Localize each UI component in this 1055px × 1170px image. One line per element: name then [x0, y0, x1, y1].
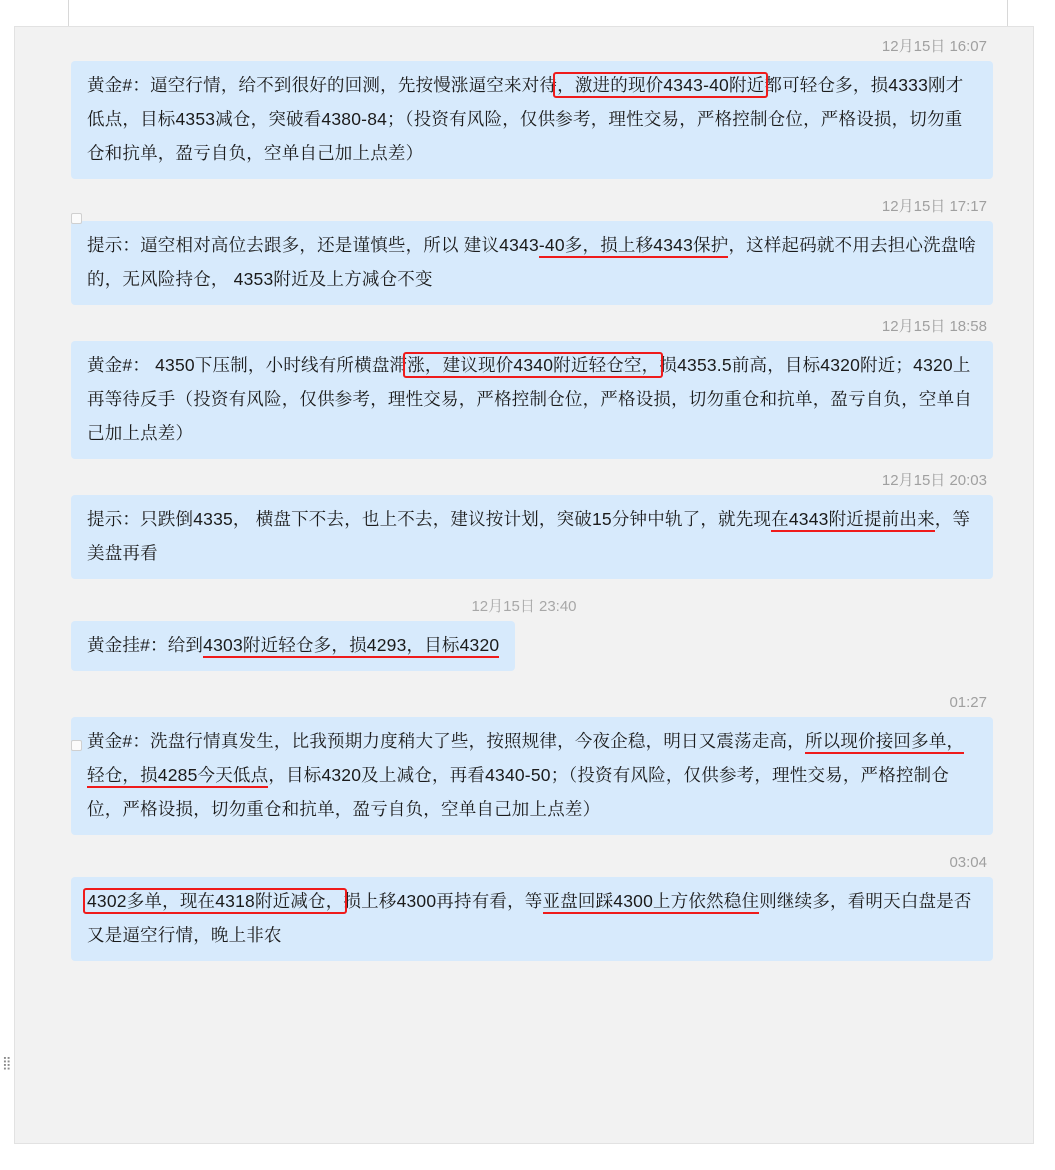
message-timestamp: 12月15日 18:58 [881, 318, 987, 335]
message-bubble[interactable] [71, 621, 515, 671]
highlight-box: 4302多单，现在4318附近减仓， [87, 891, 344, 911]
message-item [15, 593, 1033, 671]
message-item [15, 33, 1033, 179]
message-bubble-row [15, 221, 1033, 305]
message-item [15, 689, 1033, 835]
highlight-underline: 所以现价接回多单，轻仓，损4285今天低点 [87, 731, 964, 788]
highlight-underline: 4303附近轻仓多，损4293，目标4320 [203, 635, 499, 658]
message-panel[interactable] [14, 26, 1034, 1144]
message-segment: 都可轻仓多，损4333刚才低点，目标4353减仓，突破看4380-84；（投资有风险，仅供参考，理性交易，严格控制仓位，严格设损，切勿重仓和抗单，盈亏自负，空单自己加上点差） [87, 75, 964, 163]
avatar-stub [71, 213, 82, 224]
message-timestamp: 03:04 [949, 854, 987, 871]
message-segment: ，等美盘再看 [87, 509, 971, 563]
message-bubble[interactable] [71, 341, 993, 459]
message-item [15, 313, 1033, 459]
highlight-underline: 亚盘回踩4300上方依然稳住 [543, 891, 760, 914]
message-timestamp: 12月15日 16:07 [881, 38, 987, 55]
window-frame-left [68, 0, 69, 26]
message-list [15, 27, 1033, 1143]
highlight-underline: 在4343附近提前出来 [771, 509, 935, 532]
message-timestamp: 12月15日 20:03 [881, 472, 987, 489]
message-segment: 损4353.5前高，目标4320附近；4320上再等待反手（投资有风险，仅供参考，理性交易，严格控制仓位，严格设损，切勿重仓和抗单，盈亏自负，空单自己加上点差） [87, 355, 972, 443]
message-bubble-row [15, 495, 1033, 579]
message-segment: 损上移4300再持有看，等 [343, 891, 543, 911]
message-segment: 提示：只跌倒4335， 横盘下不去，也上不去，建议按计划，突破15分钟中轨了，就先现 [87, 509, 772, 529]
message-segment: 黄金挂#：给到 [87, 635, 204, 655]
message-item [15, 467, 1033, 579]
message-segment: ，目标4320及上减仓，再看4340-50；（投资有风险，仅供参考，理性交易，严格控制仓位，严格设损，切勿重仓和抗单，盈亏自负，空单自己加上点差） [87, 765, 950, 819]
highlight-box: 涨，建议现价4340附近轻仓空， [407, 355, 660, 375]
message-bubble-row [15, 61, 1033, 179]
message-segment: 黄金#： 4350下压制，小时线有所横盘滞 [87, 355, 408, 375]
message-bubble[interactable] [71, 495, 993, 579]
message-bubble-row [15, 621, 1033, 671]
message-segment: 黄金#：逼空行情，给不到很好的回测，先按慢涨逼空来对待 [87, 75, 558, 95]
message-bubble[interactable] [71, 61, 993, 179]
message-bubble[interactable] [71, 717, 993, 835]
message-timestamp: 12月15日 17:17 [881, 198, 987, 215]
message-bubble-row [15, 877, 1033, 961]
message-timestamp: 12月15日 23:40 [471, 598, 577, 615]
highlight-underline: -40多，损上移4343保护 [539, 235, 729, 258]
avatar-stub [71, 740, 82, 751]
message-bubble-row [15, 341, 1033, 459]
message-segment: 黄金#：洗盘行情真发生，比我预期力度稍大了些，按照规律，今夜企稳，明日又震荡走高， [87, 731, 805, 751]
message-item [15, 849, 1033, 961]
message-bubble-row [15, 717, 1033, 835]
message-timestamp: 01:27 [949, 694, 987, 711]
drag-grip-icon[interactable]: ⣿ [2, 1055, 13, 1070]
message-bubble[interactable] [71, 877, 993, 961]
message-segment: 则继续多，看明天白盘是否又是逼空行情，晚上非农 [87, 891, 972, 945]
window-frame-right [1007, 0, 1008, 26]
message-segment: ，这样起码就不用去担心洗盘啥的，无风险持仓， 4353附近及上方减仓不变 [87, 235, 977, 289]
message-item [15, 193, 1033, 305]
message-segment: 提示：逼空相对高位去跟多，还是谨慎些，所以 建议4343 [87, 235, 539, 255]
highlight-box: ，激进的现价4343-40附近 [557, 75, 765, 95]
message-bubble[interactable] [71, 221, 993, 305]
